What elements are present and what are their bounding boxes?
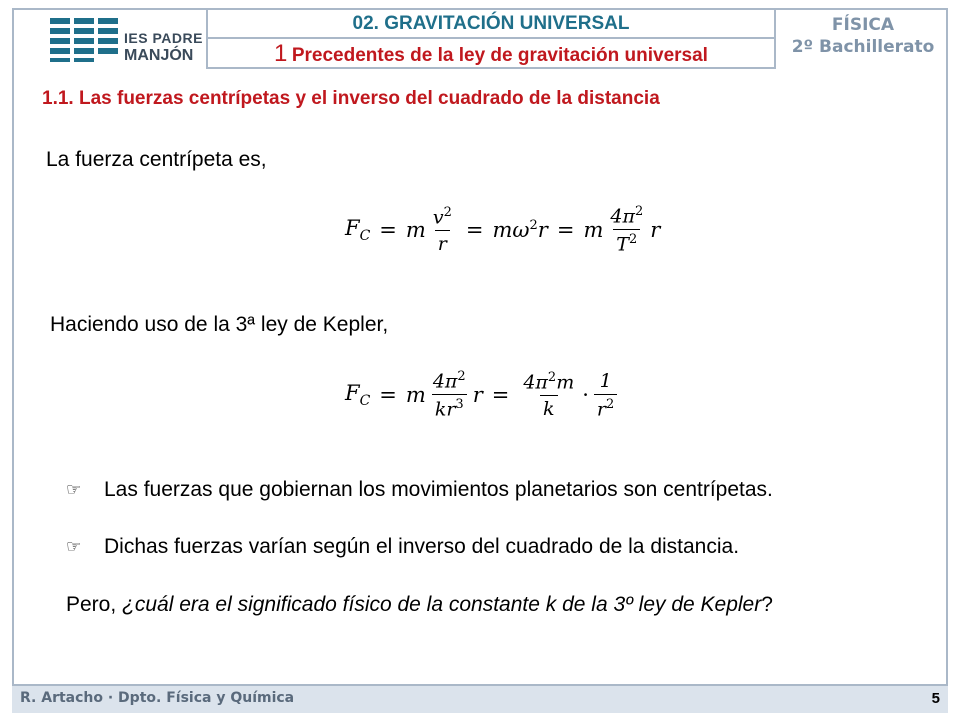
question-italic: ¿cuál era el significado físico de la constante k de la 3º ley de Kepler — [122, 593, 762, 616]
question-suffix: ? — [761, 593, 773, 616]
bullet-text-2: Dichas fuerzas varían según el inverso del cuadrado de la distancia. — [104, 535, 740, 558]
section-heading — [42, 88, 660, 110]
logo-line-2: MANJÓN — [124, 47, 194, 64]
title-box — [206, 8, 776, 69]
question-prefix: Pero, — [66, 593, 123, 616]
section-title: Las fuerzas centrípetas y el inverso del cuadrado de la distancia — [78, 88, 660, 109]
pointing-hand-icon: ☞ — [66, 537, 82, 557]
bullet-text-1: Las fuerzas que gobiernan los movimientos planetarios son centrípetas. — [104, 478, 773, 501]
pointing-hand-icon: ☞ — [66, 480, 82, 500]
logo-grid-icon — [50, 18, 118, 62]
course-title: 02. GRAVITACIÓN UNIVERSAL — [208, 10, 774, 39]
closing-question — [66, 593, 773, 617]
page-number: 5 — [931, 690, 940, 707]
lesson-number: 1 — [274, 40, 288, 67]
section-number: 1.1. — [42, 88, 74, 109]
kepler-text: Haciendo uso de la 3ª ley de Kepler, — [50, 313, 389, 336]
bullet-item-2 — [66, 535, 739, 559]
lesson-title-text: Precedentes de la ley de gravitación universal — [291, 45, 708, 66]
kepler-force-equation: $F_C$ = m $\frac{4\pi^2}{kr^3}$ r = $\frac{4\pi^2m}{k}$ · $\frac{1}{r^2}$ — [344, 369, 620, 421]
subject-name: FÍSICA — [831, 15, 895, 35]
logo-line-1: IES PADRE — [124, 30, 203, 46]
intro-text: La fuerza centrípeta es, — [46, 148, 267, 171]
course-level: 2º Bachillerato — [791, 37, 935, 57]
footer-author: R. Artacho · Dpto. Física y Química — [20, 690, 295, 706]
school-logo — [20, 10, 210, 65]
footer-bar — [12, 684, 948, 713]
centripetal-force-equation: $F_C$ = m $\frac{v^2}{r}$ = $m\omega^2r$ = m $\frac{4\pi^2}{T^2}$ r — [345, 204, 661, 256]
logo-text — [124, 30, 203, 64]
subject-badge — [788, 14, 938, 62]
bullet-item-1 — [66, 478, 773, 502]
lesson-title — [208, 39, 774, 69]
